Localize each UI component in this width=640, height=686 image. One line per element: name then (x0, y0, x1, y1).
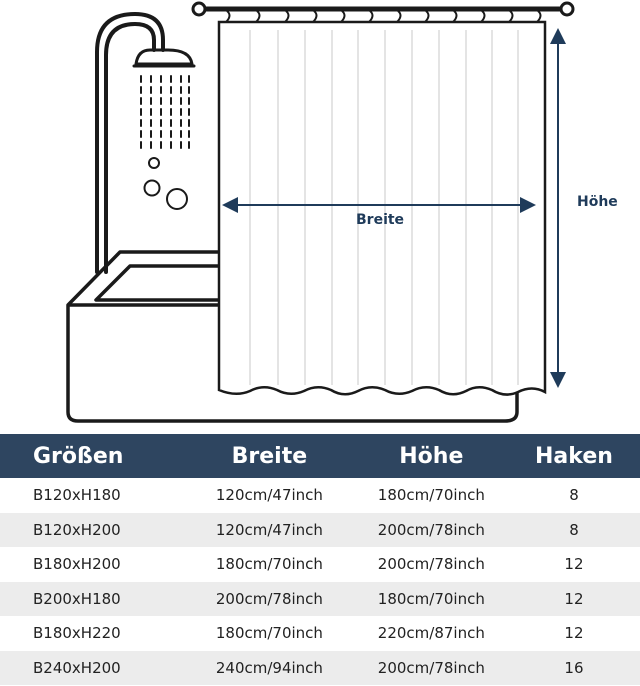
cell-size: B120xH180 (33, 486, 121, 505)
cell-size: B180xH220 (33, 624, 121, 643)
header-sizes: Größen (0, 434, 184, 478)
cell-hooks: 8 (508, 513, 640, 548)
cell-width: 120cm/47inch (215, 486, 323, 505)
cell-width: 180cm/70inch (215, 624, 323, 643)
cell-width: 240cm/94inch (184, 651, 355, 686)
table-header-row (0, 434, 640, 478)
cell-hooks: 12 (508, 582, 640, 617)
header-height: Höhe (355, 434, 508, 478)
cell-height: 220cm/87inch (377, 624, 485, 643)
cell-size: B180xH200 (33, 555, 121, 574)
table-row (0, 582, 640, 617)
table-row (0, 478, 640, 513)
cell-hooks: 16 (508, 651, 640, 686)
cell-size: B200xH180 (0, 582, 184, 617)
cell-height: 200cm/78inch (355, 651, 508, 686)
cell-width: 180cm/70inch (215, 555, 323, 574)
header-width: Breite (184, 434, 355, 478)
table-row (0, 616, 640, 651)
shower-curtain (219, 22, 545, 395)
header-hooks: Haken (508, 434, 640, 478)
table-row (0, 513, 640, 548)
cell-size: B240xH200 (0, 651, 184, 686)
cell-height: 180cm/70inch (377, 486, 485, 505)
table-row (0, 547, 640, 582)
table-row (0, 651, 640, 686)
shower-head-icon (97, 14, 194, 272)
cell-width: 200cm/78inch (184, 582, 355, 617)
cell-hooks: 8 (569, 486, 579, 505)
cell-height: 200cm/78inch (355, 513, 508, 548)
cell-height: 180cm/70inch (355, 582, 508, 617)
cell-hooks: 12 (564, 555, 584, 574)
cell-height: 200cm/78inch (377, 555, 485, 574)
width-label: Breite (356, 212, 405, 228)
cell-hooks: 12 (564, 624, 584, 643)
cell-size: B120xH200 (0, 513, 184, 548)
size-table (0, 434, 640, 685)
cell-width: 120cm/47inch (184, 513, 355, 548)
height-label: Höhe (577, 194, 618, 210)
curtain-rod-icon (193, 3, 573, 15)
